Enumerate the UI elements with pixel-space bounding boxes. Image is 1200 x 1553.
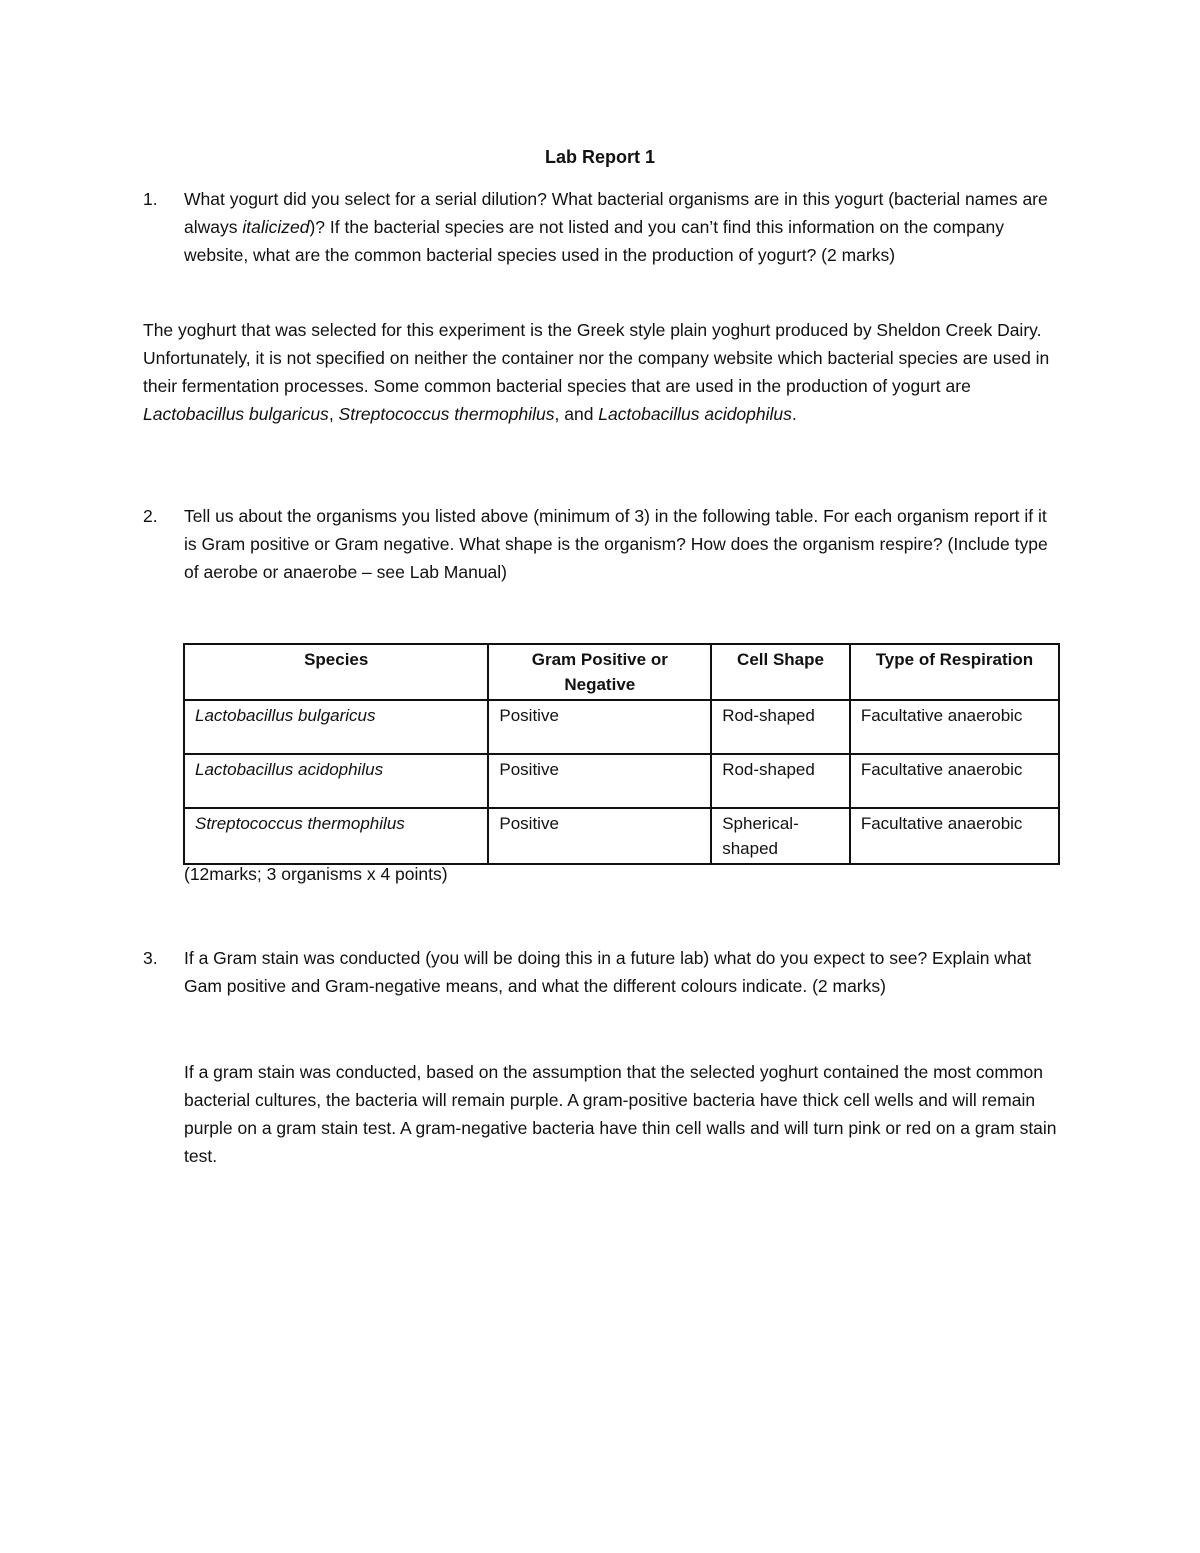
question-1 <box>143 185 1063 269</box>
table-header-row <box>184 644 1059 700</box>
question-3 <box>143 944 1063 1000</box>
table-cell-respiration: Facultative anaerobic <box>850 754 1059 808</box>
table-cell-species: Streptococcus thermophilus <box>184 808 488 864</box>
table-header-cell: Cell Shape <box>711 644 850 700</box>
question-2 <box>143 502 1063 586</box>
question-3-text: If a Gram stain was conducted (you will be doing this in a future lab) what do you expect to see? Explain what Gam positive and Gram-negative means, and what the different colours indicate. (2 marks) <box>184 948 1032 996</box>
question-1-text: What yogurt did you select for a serial dilution? What bacterial organisms are in this yogurt (bacterial names are always italicized)? If the bacterial species are not listed and you can’t find this information on the company website, what are the common bacterial species used in the production of yogurt? (2 marks) <box>184 189 1048 265</box>
question-2-text: Tell us about the organisms you listed above (minimum of 3) in the following table. For each organism report if it is Gram positive or Gram negative. What shape is the organism? How does the organism respire? (Include type of aerobe or anaerobe – see Lab Manual) <box>184 506 1048 582</box>
table-header-cell: Species <box>184 644 488 700</box>
table-cell-respiration: Facultative anaerobic <box>850 700 1059 754</box>
organisms-table <box>183 643 1060 865</box>
table-row <box>184 754 1059 808</box>
question-2-number: 2. <box>143 506 158 526</box>
species-name: Lactobacillus acidophilus <box>598 404 792 424</box>
table-cell-species: Lactobacillus acidophilus <box>184 754 488 808</box>
table-cell-respiration: Facultative anaerobic <box>850 808 1059 864</box>
marks-note: (12marks; 3 organisms x 4 points) <box>184 864 448 884</box>
question-1-number: 1. <box>143 189 158 209</box>
species-name: Lactobacillus bulgaricus <box>143 404 329 424</box>
question-3-number: 3. <box>143 948 158 968</box>
table-cell-shape: Rod-shaped <box>711 700 850 754</box>
table-cell-species: Lactobacillus bulgaricus <box>184 700 488 754</box>
table-cell-shape: Rod-shaped <box>711 754 850 808</box>
table-cell-gram: Positive <box>488 808 711 864</box>
table-header-cell: Type of Respiration <box>850 644 1059 700</box>
question-1-answer: The yoghurt that was selected for this experiment is the Greek style plain yoghurt produced by Sheldon Creek Dairy. Unfortunately, it is not specified on neither the container nor the company website which bacterial species are used in their fermentation processes. Some common bacterial species that are used in the production of yogurt are Lactobacillus bulgaricus, Streptococcus thermophilus, and Lactobacillus acidophilus. <box>143 320 1050 424</box>
document-title: Lab Report 1 <box>544 147 655 167</box>
table-cell-gram: Positive <box>488 754 711 808</box>
table-row <box>184 808 1059 864</box>
species-name: Streptococcus thermophilus <box>338 404 555 424</box>
table-cell-gram: Positive <box>488 700 711 754</box>
question-3-answer: If a gram stain was conducted, based on the assumption that the selected yoghurt contained the most common bacterial cultures, the bacteria will remain purple. A gram-positive bacteria have thick cell wells and will remain purple on a gram stain test. A gram-negative bacteria have thin cell walls and will turn pink or red on a gram stain test. <box>184 1062 1057 1166</box>
table-header-cell: Gram Positive or Negative <box>488 644 711 700</box>
table-row <box>184 700 1059 754</box>
table-cell-shape: Spherical-shaped <box>711 808 850 864</box>
